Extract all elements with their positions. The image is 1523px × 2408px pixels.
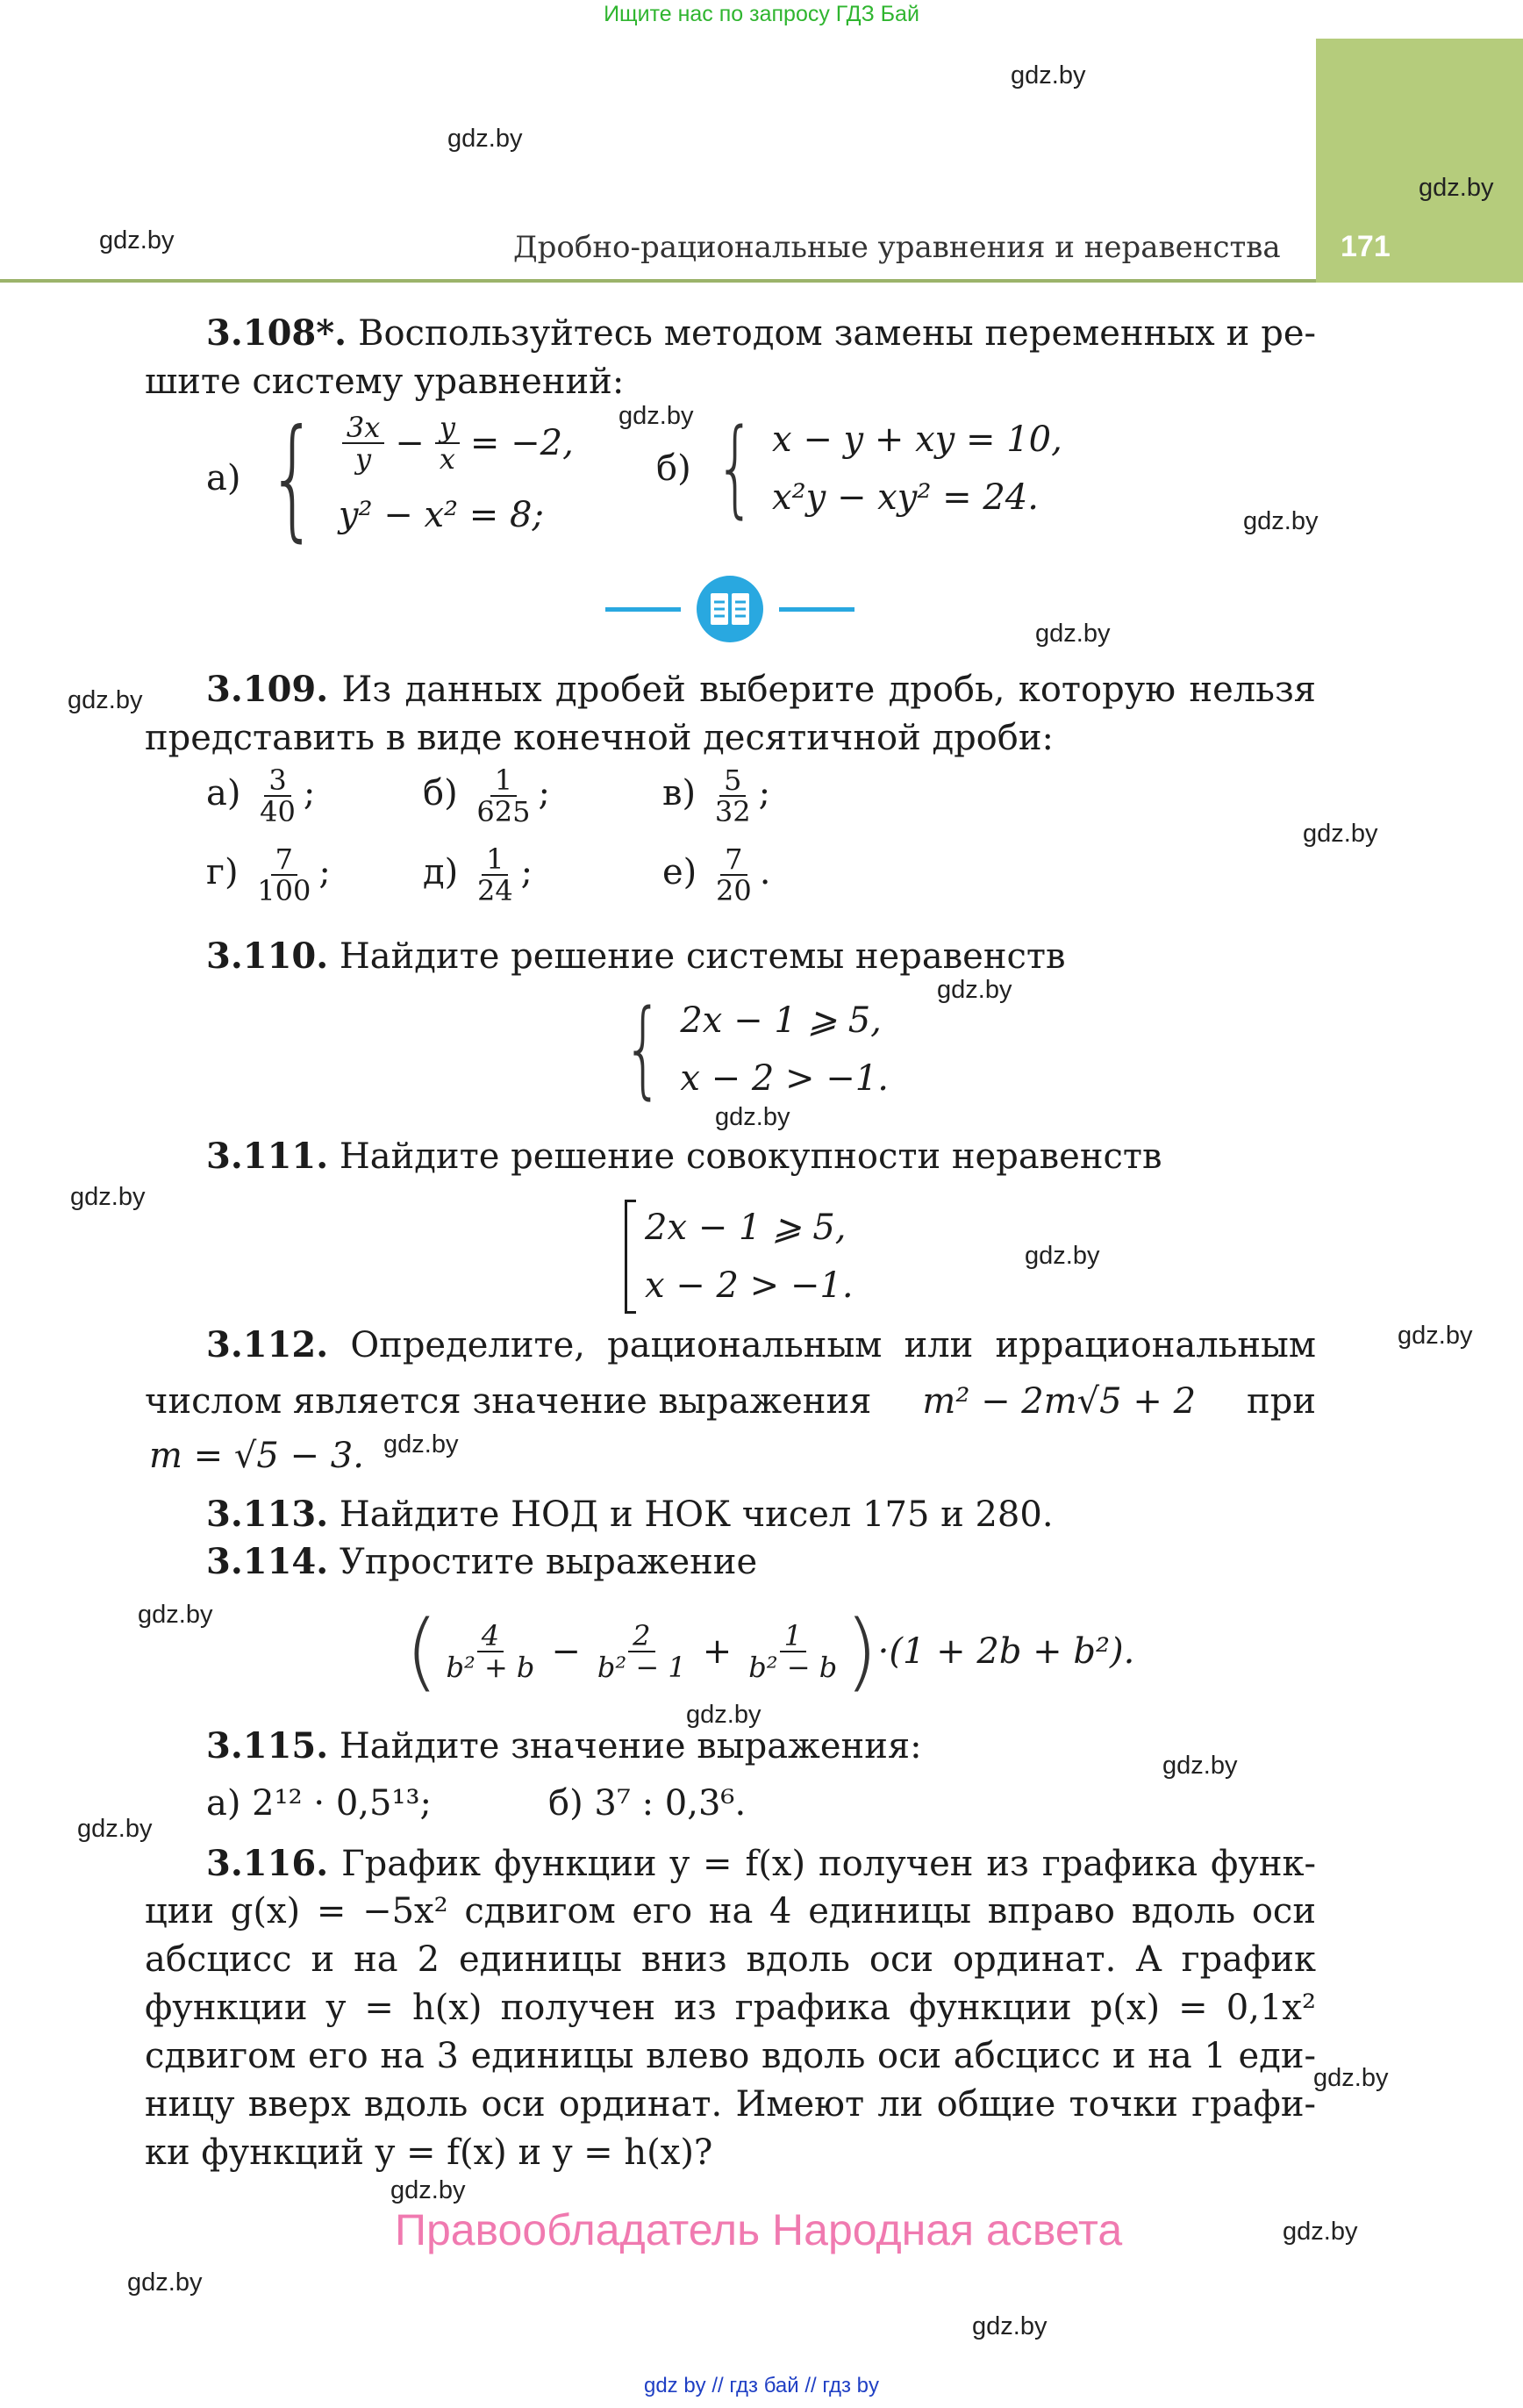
option-label: а) (206, 457, 241, 498)
watermark: gdz.by (1419, 174, 1494, 202)
problem-3-113 (206, 1490, 1054, 1539)
problem-3-116-line1 (206, 1839, 1316, 1888)
problem-3-109-line1 (206, 665, 1316, 714)
expression: m² − 2m√5 + 2 (922, 1381, 1197, 1422)
watermark: gdz.by (1283, 2218, 1358, 2246)
option-g: г) $\frac{7}{100}$ ; (206, 842, 331, 907)
watermark: gdz.by (1398, 1322, 1473, 1350)
problem-text-line: абсцисс и на 2 единицы вниз вдоль оси ординат. А график (145, 1939, 1316, 1980)
problem-number: 3.110. (206, 935, 329, 977)
problem-text: Найдите НОД и НОК чисел 175 и 280. (339, 1494, 1054, 1535)
fraction: $\frac{1}{\text{b² − b}}$ (748, 1619, 838, 1684)
watermark: gdz.by (1162, 1752, 1238, 1780)
problem-text-line: функции y = h(x) получен из графика функции p(x) = 0,1x² (145, 1988, 1316, 2028)
fraction: $\frac{y}{x}$ (435, 412, 460, 474)
option-label: б) (656, 448, 691, 489)
watermark: gdz.by (127, 2268, 203, 2297)
problem-number: 3.116. (206, 1843, 329, 1884)
fraction: $\frac{4}{\text{b² + b}}$ (446, 1619, 535, 1684)
watermark: gdz.by (1011, 61, 1086, 90)
top-banner[interactable]: Ищите нас по запросу ГДЗ Бай (604, 2, 919, 26)
problem-text-line: сдвигом его на 3 единицы влево вдоль оси абсцисс и на 1 еди- (145, 2036, 1316, 2076)
problem-3-112-line2: числом является значение выражения m² − 2m√5 + 2 при (145, 1378, 1316, 1426)
equation-row: $\frac{3x}{y}$ − $\frac{y}{x}$ = −2, (339, 412, 574, 474)
paren-left-icon: ( (405, 1602, 439, 1701)
watermark: gdz.by (686, 1701, 762, 1729)
problem-3-115 (206, 1722, 922, 1771)
book-icon (697, 576, 763, 642)
watermark: gdz.by (1243, 507, 1319, 535)
watermark: gdz.by (99, 226, 175, 254)
watermark: gdz.by (937, 976, 1012, 1004)
option-v: в) $\frac{5}{32}$ ; (662, 763, 771, 828)
problem-text-line: ки функций y = f(x) и y = h(x)? (145, 2132, 713, 2173)
watermark: gdz.by (70, 1183, 146, 1211)
problem-text-line: ции g(x) = −5x² сдвигом его на 4 единицы вправо вдоль оси (145, 1891, 1316, 1931)
problem-text: Из данных дробей выберите дробь, которую нельзя (341, 670, 1316, 710)
option-a: а) 2¹² · 0,5¹³; (206, 1783, 432, 1824)
problem-3-109-line2: представить в виде конечной десятичной дроби: (145, 718, 1054, 758)
inequality-row: x − 2 > −1. (680, 1058, 889, 1099)
problem-text: Найдите значение выражения: (339, 1726, 922, 1767)
watermark: gdz.by (390, 2176, 466, 2204)
watermark: gdz.by (1313, 2064, 1389, 2092)
inequality-row: 2x − 1 ⩾ 5, (680, 1000, 882, 1041)
watermark: gdz.by (1025, 1242, 1100, 1270)
fraction: $\frac{2}{\text{b² − 1}}$ (597, 1619, 686, 1684)
problem-number: 3.108*. (206, 312, 347, 354)
copyright-notice: Правообладатель Народная асвета (395, 2205, 1123, 2254)
problem-text: График функции y = f(x) получен из графика функ- (341, 1844, 1317, 1884)
option-a: а) $\frac{3}{40}$ ; (206, 763, 316, 828)
problem-3-112-line1 (206, 1321, 1316, 1370)
expression-3-114: ( $\frac{4}{\text{b² + b}}$ − $\frac{2}{\text{b² − 1}}$ + $\frac{1}{\text{b² − b}}$ ) ·(1 + 2b + b²). (405, 1602, 1135, 1701)
header-rule (0, 279, 1316, 283)
problem-3-114 (206, 1537, 757, 1587)
watermark: gdz.by (1035, 620, 1111, 648)
paren-right-icon: ) (845, 1602, 878, 1701)
problem-text: Упростите выражение (339, 1542, 758, 1582)
equation-row: x²y − xy² = 24. (772, 477, 1039, 518)
equation-row: x − y + xy = 10, (772, 419, 1062, 460)
problem-number: 3.109. (206, 669, 329, 710)
watermark: gdz.by (138, 1601, 213, 1629)
inequality-system (610, 988, 889, 1110)
watermark: gdz.by (972, 2312, 1048, 2340)
problem-3-112-line3: m = √5 − 3. (149, 1436, 364, 1476)
equation-row: y² − x² = 8; (338, 495, 544, 535)
problem-text: Воспользуйтесь методом замены переменных и ре- (358, 313, 1317, 354)
watermark: gdz.by (383, 1430, 459, 1458)
inequality-row: x − 2 > −1. (645, 1265, 854, 1306)
square-bracket-icon (625, 1200, 636, 1314)
option-d: д) $\frac{1}{24}$ ; (423, 842, 533, 907)
watermark: gdz.by (715, 1103, 790, 1131)
bottom-links[interactable]: gdz by // гдз бай // гдз by (643, 2374, 880, 2397)
option-b: б) $\frac{1}{625}$ ; (423, 763, 550, 828)
running-title: Дробно-рациональные уравнения и неравенства (513, 230, 1281, 265)
system-a (206, 402, 574, 555)
divider-line-left (605, 607, 681, 612)
problem-number: 3.114. (206, 1541, 329, 1582)
problem-number: 3.115. (206, 1725, 329, 1767)
inequality-row: 2x − 1 ⩾ 5, (645, 1208, 847, 1248)
problem-3-108-line1 (206, 309, 1316, 358)
problem-text: Определите, рациональным или иррациональным (350, 1325, 1316, 1365)
watermark: gdz.by (77, 1815, 153, 1843)
problem-number: 3.112. (206, 1324, 329, 1365)
problem-3-108-line2: шите систему уравнений: (145, 362, 625, 402)
option-b: б) 3⁷ : 0,3⁶. (548, 1783, 747, 1824)
fraction: $\frac{3x}{y}$ (342, 412, 384, 474)
problem-text: Найдите решение системы неравенств (339, 936, 1066, 977)
brace-icon: { (268, 402, 318, 555)
brace-icon: { (623, 988, 664, 1110)
divider-line-right (779, 607, 854, 612)
watermark: gdz.by (1303, 820, 1378, 848)
inequality-union (625, 1199, 854, 1315)
problem-number: 3.111. (206, 1136, 329, 1177)
watermark: gdz.by (447, 125, 523, 153)
system-b (656, 407, 1062, 529)
page-number: 171 (1341, 230, 1391, 263)
problem-text: Найдите решение совокупности неравенств (339, 1136, 1162, 1177)
expression-tail: ·(1 + 2b + b²). (877, 1630, 1135, 1672)
problem-3-110 (206, 932, 1066, 981)
option-e: е) $\frac{7}{20}$ . (662, 842, 771, 907)
brace-icon: { (714, 407, 755, 529)
problem-text-line: ницу вверх вдоль оси ординат. Имеют ли общие точки графи- (145, 2084, 1316, 2125)
problem-3-111 (206, 1132, 1162, 1181)
watermark: gdz.by (68, 686, 143, 714)
problem-number: 3.113. (206, 1494, 329, 1535)
watermark: gdz.by (618, 402, 694, 430)
